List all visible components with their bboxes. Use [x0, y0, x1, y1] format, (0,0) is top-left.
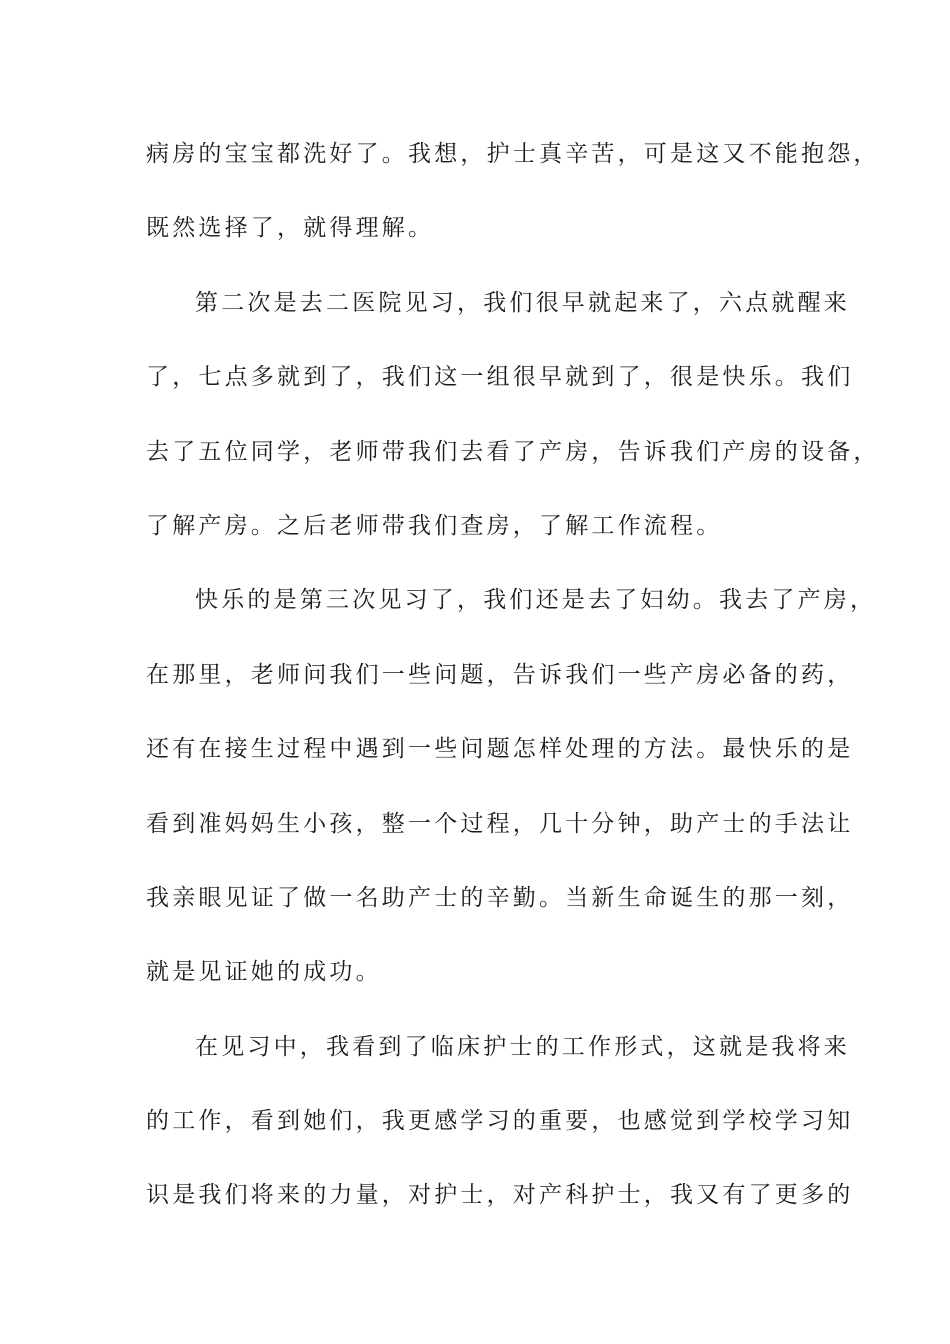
text-line: 还有在接生过程中遇到一些问题怎样处理的方法。最快乐的是 [146, 736, 854, 763]
text-line: 在那里，老师问我们一些问题，告诉我们一些产房必备的药， [146, 661, 854, 688]
text-line: 去了五位同学，老师带我们去看了产房，告诉我们产房的设备， [146, 438, 880, 465]
text-line: 就是见证她的成功。 [146, 959, 382, 986]
text-line: 看到准妈妈生小孩，整一个过程，几十分钟，助产士的手法让 [146, 810, 854, 837]
text-line: 在见习中，我看到了临床护士的工作形式，这就是我将来 [195, 1033, 850, 1060]
text-line: 第二次是去二医院见习，我们很早就起来了，六点就醒来 [195, 289, 850, 316]
document-body [146, 128, 880, 1244]
text-line: 我亲眼见证了做一名助产士的辛勤。当新生命诞生的那一刻， [146, 884, 854, 911]
text-line: 了，七点多就到了，我们这一组很早就到了，很是快乐。我们 [146, 364, 854, 391]
text-line: 病房的宝宝都洗好了。我想，护士真辛苦，可是这又不能抱怨， [146, 141, 880, 167]
text-line: 快乐的是第三次见习了，我们还是去了妇幼。我去了产房， [195, 587, 877, 614]
text-line: 识是我们将来的力量，对护士，对产科护士，我又有了更多的 [146, 1182, 854, 1209]
text-line: 了解产房。之后老师带我们查房，了解工作流程。 [146, 512, 723, 539]
text-line: 的工作，看到她们，我更感学习的重要，也感觉到学校学习知 [146, 1108, 854, 1135]
text-line: 既然选择了，就得理解。 [146, 215, 435, 242]
